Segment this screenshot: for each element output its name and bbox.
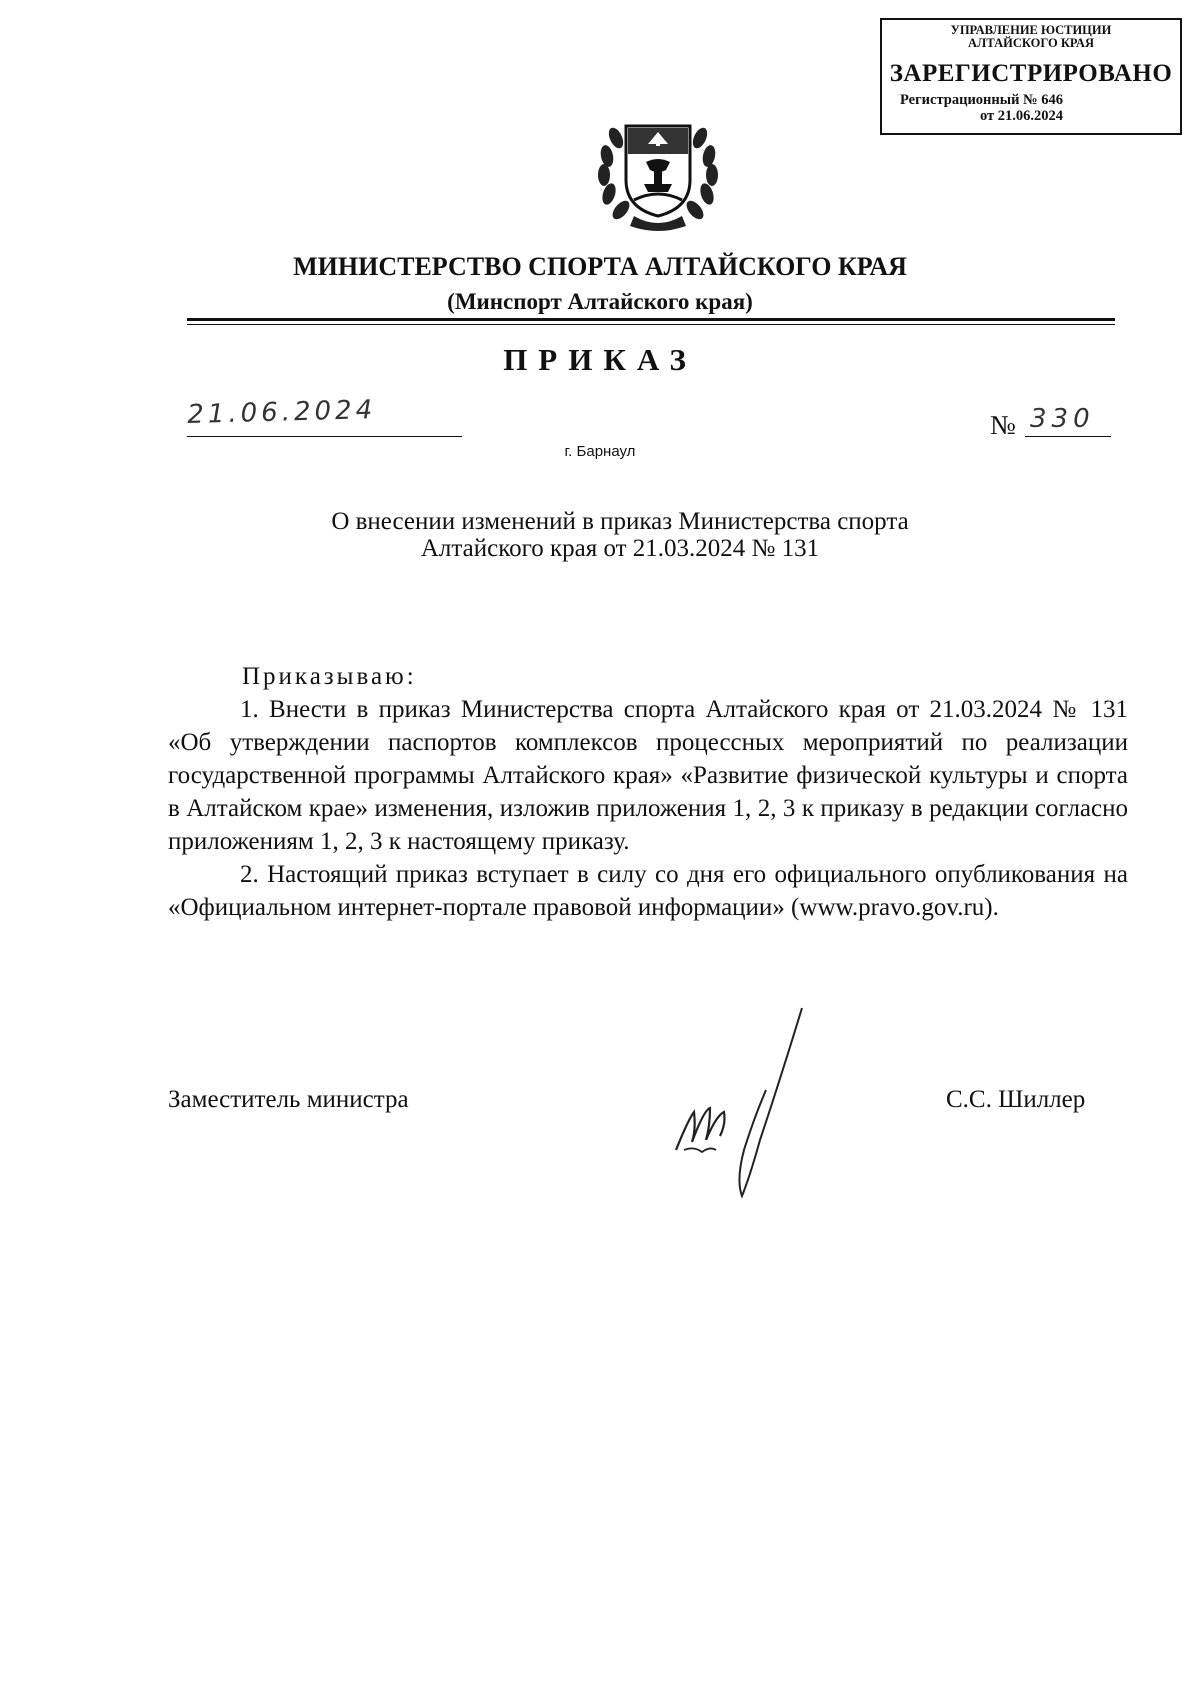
ministry-name: МИНИСТЕРСТВО СПОРТА АЛТАЙСКОГО КРАЯ xyxy=(293,252,907,281)
order-subject xyxy=(0,508,1200,562)
order-number: 330 xyxy=(1030,404,1095,434)
order-date: 21.06.2024 xyxy=(186,395,377,431)
document-type-title: ПРИКАЗ xyxy=(503,342,697,377)
signer-name: С.С. Шиллер xyxy=(946,1086,1086,1113)
header-divider-thick xyxy=(187,318,1115,321)
ministry-short-name: (Минспорт Алтайского края) xyxy=(447,289,753,314)
coat-of-arms-icon xyxy=(590,108,726,232)
stamp-registration-number: Регистрационный № 646 xyxy=(900,92,1064,108)
stamp-authority-line1: УПРАВЛЕНИЕ ЮСТИЦИИ xyxy=(950,23,1112,37)
order-body xyxy=(168,660,1128,924)
order-item-1: 1. Внести в приказ Министерства спорта Алтайского края от 21.03.2024 № 131 «Об утверждении паспортов комплексов процессных мероприятий по реализации государственной программы Алтайского края» «Развитие физической культуры и спорта в Алтайском крае» изменения, изложив приложения 1, 2, 3 к приказу в редакции согласно приложениям 1, 2, 3 к настоящему приказу. xyxy=(168,696,1128,855)
city: г. Барнаул xyxy=(564,443,636,460)
order-item-2: 2. Настоящий приказ вступает в силу со дня его официального опубликования на «Официальном интернет-портале правовой информации» (www.pravo.gov.ru). xyxy=(168,861,1128,921)
registration-stamp xyxy=(880,18,1182,135)
number-underline xyxy=(1025,436,1111,437)
handwritten-signature-icon xyxy=(670,1000,820,1200)
header-divider-thin xyxy=(187,324,1115,325)
subject-line-1: О внесении изменений в приказ Министерства спорта xyxy=(331,508,909,535)
stamp-registration-date: от 21.06.2024 xyxy=(980,108,1064,124)
stamp-authority-line2: АЛТАЙСКОГО КРАЯ xyxy=(968,36,1094,50)
stamp-status: ЗАРЕГИСТРИРОВАНО xyxy=(889,60,1173,87)
order-intro: Приказываю: xyxy=(242,663,417,690)
signer-position: Заместитель министра xyxy=(168,1086,409,1113)
number-sign: № xyxy=(990,410,1016,440)
subject-line-2: Алтайского края от 21.03.2024 № 131 xyxy=(420,535,820,562)
date-underline xyxy=(187,436,462,437)
